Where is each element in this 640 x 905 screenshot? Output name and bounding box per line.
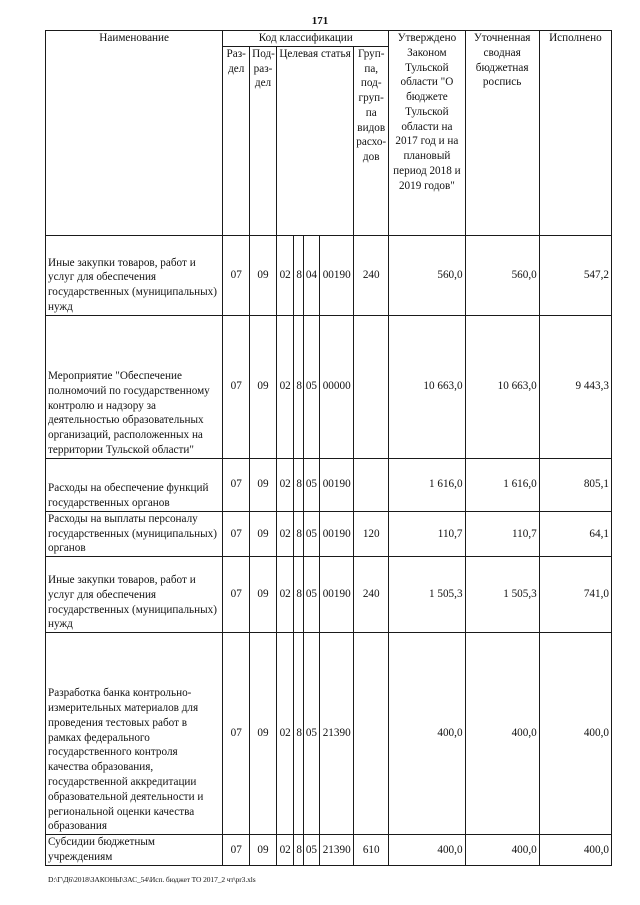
- budget-table: [45, 30, 612, 866]
- table-row: [46, 458, 612, 511]
- row-target-part1: 02: [276, 633, 294, 835]
- row-section: 07: [223, 511, 250, 556]
- row-target-part4: 00000: [320, 315, 354, 458]
- row-section: 07: [223, 557, 250, 633]
- row-expense-group: 240: [354, 235, 389, 315]
- table-row: [46, 835, 612, 866]
- table-row: [46, 511, 612, 556]
- file-path: D:\Г\Д6\2018\ЗАКОНЫ\ЗАС_54\Исп. бюджет ТО 2017_2 чт\pr3.xls: [48, 875, 256, 884]
- row-name: Расходы на обеспечение функций государственных органов: [46, 458, 223, 511]
- row-subsection: 09: [250, 511, 277, 556]
- header-target: Целевая статья: [276, 46, 353, 235]
- row-target-part4: 21390: [320, 633, 354, 835]
- row-section: 07: [223, 633, 250, 835]
- header-subsection: Под-раз-дел: [250, 46, 277, 235]
- row-name: Субсидии бюджетным учреждениям: [46, 835, 223, 866]
- table-row: [46, 235, 612, 315]
- header-classification: Код классификации: [223, 31, 389, 47]
- row-approved: 400,0: [389, 633, 465, 835]
- row-executed: 400,0: [539, 633, 611, 835]
- row-target-part1: 02: [276, 557, 294, 633]
- row-approved: 110,7: [389, 511, 465, 556]
- row-executed: 64,1: [539, 511, 611, 556]
- row-target-part3: 05: [303, 458, 319, 511]
- row-section: 07: [223, 458, 250, 511]
- row-target-part4: 00190: [320, 458, 354, 511]
- row-executed: 400,0: [539, 835, 611, 866]
- row-target-part3: 05: [303, 315, 319, 458]
- row-name: Иные закупки товаров, работ и услуг для обеспечения государственных (муниципальных) нужд: [46, 235, 223, 315]
- row-target-part4: 00190: [320, 235, 354, 315]
- row-name: Иные закупки товаров, работ и услуг для обеспечения государственных (муниципальных) нужд: [46, 557, 223, 633]
- row-refined: 110,7: [465, 511, 539, 556]
- header-approved: Утверждено Законом Тульской области "О бюджете Тульской области на 2017 год и на плановый период 2018 и 2019 годов": [389, 31, 465, 236]
- row-name: Разработка банка контрольно-измерительных материалов для проведения тестовых работ в рамках федерального государственного контроля качества образования, государственной аккредитации образовательной деятельности и региональной оценки качества образования: [46, 633, 223, 835]
- row-approved: 560,0: [389, 235, 465, 315]
- header-group: Груп-па, под-груп-па видов расхо-дов: [354, 46, 389, 235]
- row-subsection: 09: [250, 315, 277, 458]
- row-section: 07: [223, 835, 250, 866]
- header-refined: Уточненная сводная бюджетная роспись: [465, 31, 539, 236]
- row-executed: 741,0: [539, 557, 611, 633]
- row-target-part3: 05: [303, 835, 319, 866]
- row-approved: 10 663,0: [389, 315, 465, 458]
- row-target-part1: 02: [276, 315, 294, 458]
- row-expense-group: [354, 458, 389, 511]
- row-expense-group: [354, 315, 389, 458]
- table-row: [46, 557, 612, 633]
- row-target-part1: 02: [276, 511, 294, 556]
- row-target-part2: 8: [294, 633, 303, 835]
- row-refined: 400,0: [465, 633, 539, 835]
- row-target-part2: 8: [294, 235, 303, 315]
- row-target-part2: 8: [294, 458, 303, 511]
- row-refined: 560,0: [465, 235, 539, 315]
- row-refined: 10 663,0: [465, 315, 539, 458]
- row-target-part1: 02: [276, 458, 294, 511]
- row-approved: 1 616,0: [389, 458, 465, 511]
- row-refined: 1 505,3: [465, 557, 539, 633]
- row-target-part2: 8: [294, 511, 303, 556]
- row-section: 07: [223, 315, 250, 458]
- header-executed: Исполнено: [539, 31, 611, 236]
- row-subsection: 09: [250, 557, 277, 633]
- row-section: 07: [223, 235, 250, 315]
- row-target-part4: 00190: [320, 511, 354, 556]
- row-target-part3: 05: [303, 511, 319, 556]
- row-expense-group: 120: [354, 511, 389, 556]
- row-target-part1: 02: [276, 235, 294, 315]
- row-approved: 1 505,3: [389, 557, 465, 633]
- row-refined: 400,0: [465, 835, 539, 866]
- row-expense-group: [354, 633, 389, 835]
- row-executed: 9 443,3: [539, 315, 611, 458]
- row-target-part3: 05: [303, 557, 319, 633]
- row-target-part4: 00190: [320, 557, 354, 633]
- header-name: Наименование: [46, 31, 223, 236]
- row-expense-group: 610: [354, 835, 389, 866]
- row-target-part2: 8: [294, 315, 303, 458]
- table-row: [46, 315, 612, 458]
- header-section: Раз-дел: [223, 46, 250, 235]
- row-executed: 805,1: [539, 458, 611, 511]
- row-refined: 1 616,0: [465, 458, 539, 511]
- table-row: [46, 633, 612, 835]
- row-expense-group: 240: [354, 557, 389, 633]
- row-executed: 547,2: [539, 235, 611, 315]
- row-target-part3: 04: [303, 235, 319, 315]
- row-subsection: 09: [250, 835, 277, 866]
- row-subsection: 09: [250, 235, 277, 315]
- row-target-part2: 8: [294, 557, 303, 633]
- row-name: Мероприятие "Обеспечение полномочий по государственному контролю и надзору за деятельностью образовательных организаций, расположенных на территории Тульской области": [46, 315, 223, 458]
- row-name: Расходы на выплаты персоналу государственных (муниципальных) органов: [46, 511, 223, 556]
- page-number: 171: [311, 15, 329, 27]
- row-target-part1: 02: [276, 835, 294, 866]
- row-target-part3: 05: [303, 633, 319, 835]
- row-subsection: 09: [250, 633, 277, 835]
- row-approved: 400,0: [389, 835, 465, 866]
- row-subsection: 09: [250, 458, 277, 511]
- row-target-part2: 8: [294, 835, 303, 866]
- row-target-part4: 21390: [320, 835, 354, 866]
